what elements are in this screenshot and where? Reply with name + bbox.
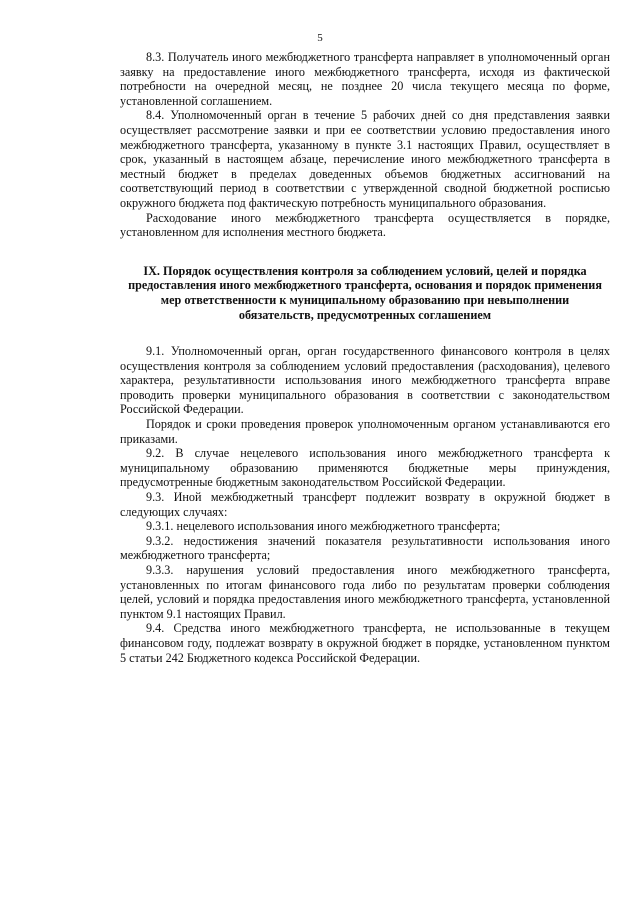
paragraph-inspections-order: Порядок и сроки проведения проверок уполномоченным органом устанавливаются его приказами. (120, 417, 610, 446)
paragraph-9-3-2: 9.3.2. недостижения значений показателя результативности использования иного межбюджетного трансферта; (120, 533, 610, 563)
paragraph-9-1: 9.1. Уполномоченный орган, орган государственного финансового контроля в целях осуществления контроля за соблюдением условий предоставления (расходования), целевого характера, результативности использования иного межбюджетного трансферта вправе проводить проверки муниципального образования в соответствии с законодательством Российской Федерации. (120, 344, 610, 417)
paragraph-8-4: 8.4. Уполномоченный орган в течение 5 рабочих дней со дня представления заявки осуществляет рассмотрение заявки и при ее соответствии условию предоставления иного межбюджетного трансферта, указанному в пункте 3.1 настоящих Правил, осуществляет в срок, указанный в настоящем абзаце, перечисление иного межбюджетного трансферта в местный бюджет в пределах доведенных объемов бюджетных ассигнований на соответствующий период в соответствии с утвержденной сводной бюджетной росписью окружного бюджета под фактическую потребность муниципального образования. (120, 108, 610, 210)
paragraph-9-3-1: 9.3.1. нецелевого использования иного межбюджетного трансферта; (146, 519, 501, 534)
paragraph-9-4: 9.4. Средства иного межбюджетного трансферта, не использованные в текущем финансовом году, подлежат возврату в окружной бюджет в порядке, установленном пунктом 5 статьи 242 Бюджетного кодекса Российской Федерации. (120, 621, 610, 665)
paragraph-9-3-3: 9.3.3. нарушения условий предоставления иного межбюджетного трансферта, установленных по итогам финансового года либо по результатам проверки соблюдения целей, условий и порядка предоставления иного межбюджетного трансферта, установленной пунктом 9.1 настоящих Правил. (120, 563, 610, 621)
page-number: 5 (317, 32, 323, 44)
paragraph-spending: Расходование иного межбюджетного трансферта осуществляется в порядке, установленном для исполнения местного бюджета. (120, 210, 610, 240)
section-heading-ix: IX. Порядок осуществления контроля за соблюдением условий, целей и порядка предоставления иного межбюджетного трансферта, основания и порядок применения мер ответственности к муниципальному образованию при невыполнении обязательств, предусмотренных соглашением (128, 263, 602, 322)
paragraph-8-3: 8.3. Получатель иного межбюджетного трансферта направляет в уполномоченный орган заявку на предоставление иного межбюджетного трансферта, исходя из фактической потребности на очередной месяц, не позднее 20 числа текущего месяца по форме, установленной соглашением. (120, 50, 610, 108)
document-body (120, 50, 610, 665)
paragraph-9-3: 9.3. Иной межбюджетный трансферт подлежит возврату в окружной бюджет в следующих случаях: (120, 490, 610, 519)
paragraph-9-2: 9.2. В случае нецелевого использования иного межбюджетного трансферта к муниципальному образованию применяются бюджетные меры принуждения, предусмотренные бюджетным законодательством Российской Федерации. (120, 446, 610, 490)
